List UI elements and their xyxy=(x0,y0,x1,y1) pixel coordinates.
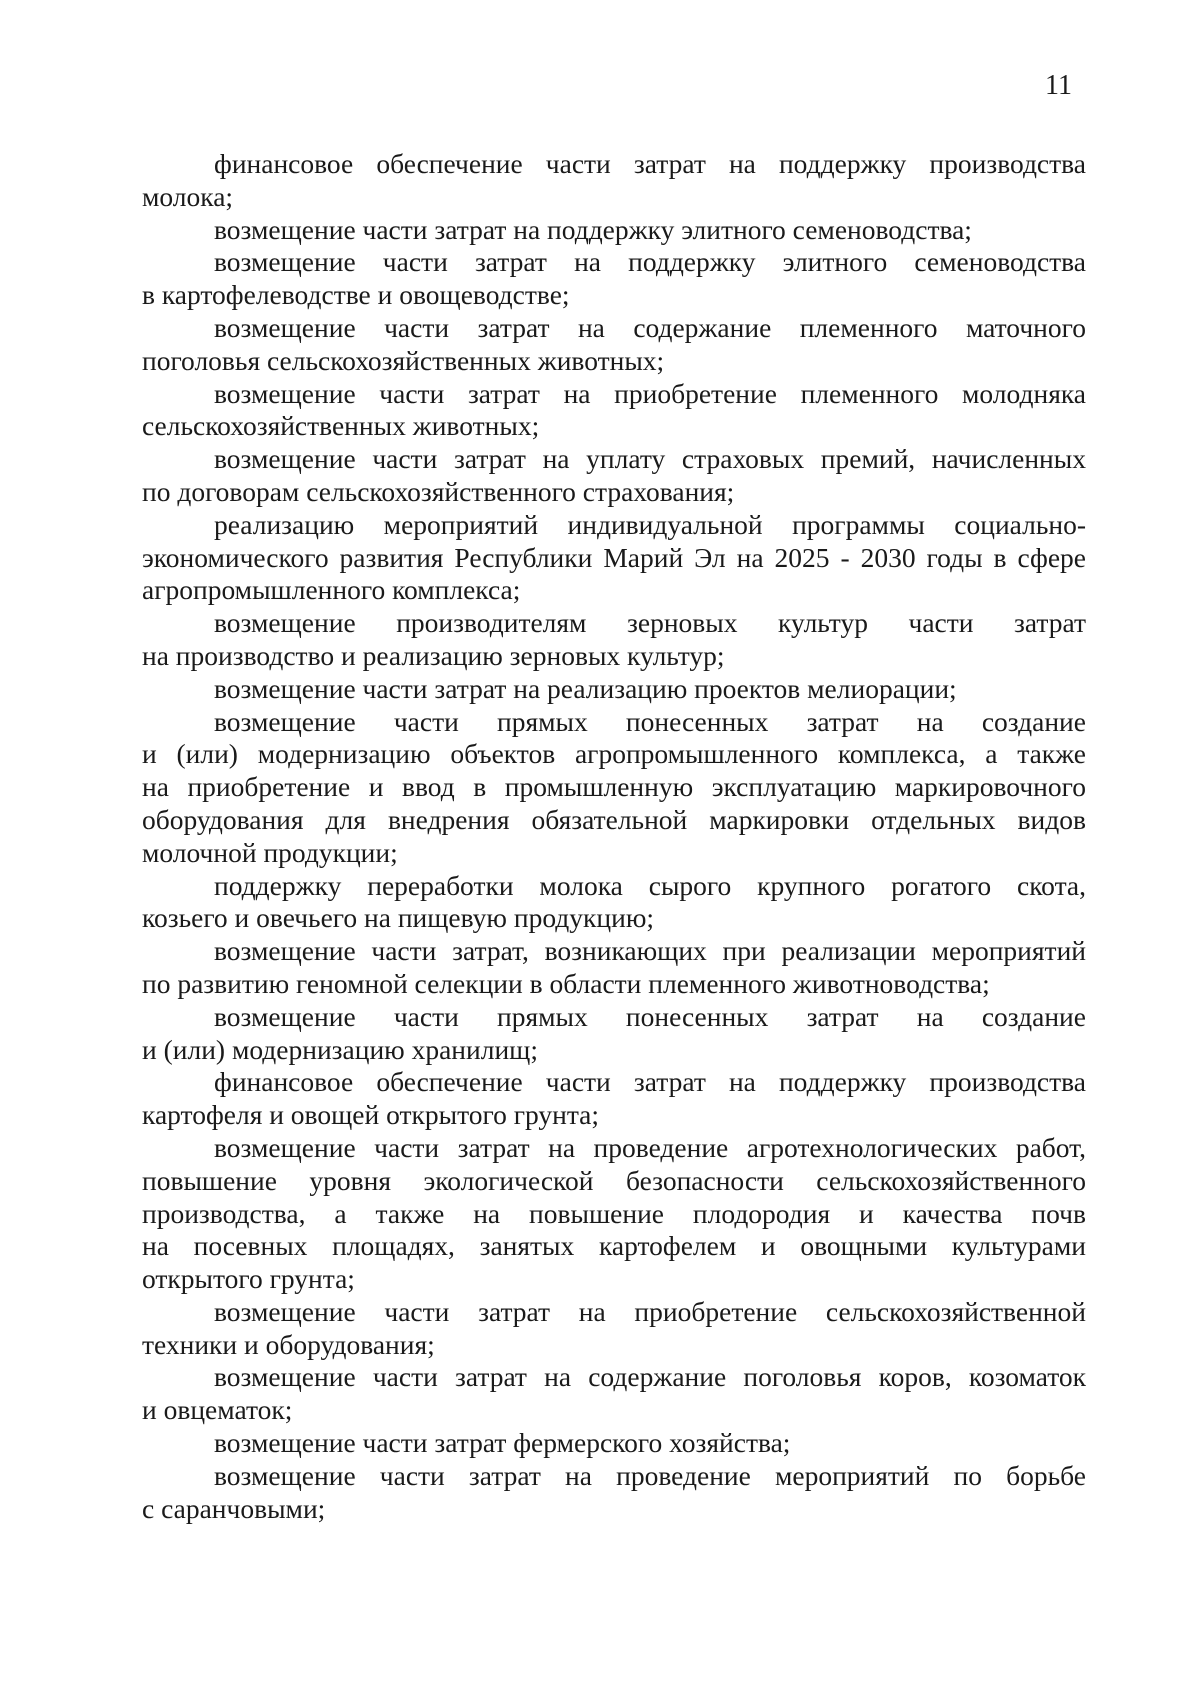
text-line: возмещение части затрат, возникающих при реализации мероприятий xyxy=(214,935,1086,967)
text-line: возмещение части затрат на приобретение племенного молодняка xyxy=(214,377,1086,409)
paragraph xyxy=(142,607,1086,673)
paragraph xyxy=(142,378,1086,444)
text-line: в картофелеводстве и овощеводстве; xyxy=(142,279,570,311)
text-line: молочной продукции; xyxy=(142,836,398,868)
text-line: оборудования для внедрения обязательной маркировки отдельных видов xyxy=(142,803,1086,835)
paragraph xyxy=(142,706,1086,870)
page-number: 11 xyxy=(1045,70,1072,101)
text-line: возмещение части затрат на реализацию проектов мелиорации; xyxy=(214,672,957,704)
paragraph xyxy=(142,1460,1086,1526)
text-line: возмещение части затрат на приобретение сельскохозяйственной xyxy=(214,1295,1086,1327)
text-line: поддержку переработки молока сырого крупного рогатого скота, xyxy=(214,869,1086,901)
paragraph xyxy=(142,312,1086,378)
text-line: возмещение части затрат фермерского хозяйства; xyxy=(214,1427,791,1459)
text-line: открытого грунта; xyxy=(142,1263,355,1295)
text-line: финансовое обеспечение части затрат на поддержку производства xyxy=(214,148,1086,179)
paragraph xyxy=(142,673,1086,706)
text-line: повышение уровня экологической безопасности сельскохозяйственного xyxy=(142,1164,1086,1196)
text-line: по договорам сельскохозяйственного страхования; xyxy=(142,475,735,507)
text-line: на производство и реализацию зерновых культур; xyxy=(142,639,725,671)
text-line: и (или) модернизацию хранилищ; xyxy=(142,1033,538,1065)
text-line: возмещение части затрат на содержание племенного маточного xyxy=(214,311,1086,343)
text-line: возмещение части затрат на уплату страховых премий, начисленных xyxy=(214,443,1086,475)
text-line: молока; xyxy=(142,180,234,212)
paragraph xyxy=(142,509,1086,607)
paragraph xyxy=(142,1296,1086,1362)
paragraph xyxy=(142,443,1086,509)
text-line: возмещение части прямых понесенных затрат на создание xyxy=(214,705,1086,737)
text-line: реализацию мероприятий индивидуальной программы социально- xyxy=(214,508,1086,540)
paragraph xyxy=(142,1427,1086,1460)
paragraph xyxy=(142,246,1086,312)
paragraph xyxy=(142,1132,1086,1296)
text-line: экономического развития Республики Марий Эл на 2025 - 2030 годы в сфере xyxy=(142,541,1086,573)
paragraph xyxy=(142,935,1086,1001)
text-line: возмещение части затрат на содержание поголовья коров, козоматок xyxy=(214,1361,1086,1393)
text-line: с саранчовыми; xyxy=(142,1492,326,1524)
text-line: производства, а также на повышение плодородия и качества почв xyxy=(142,1197,1086,1229)
text-line: техники и оборудования; xyxy=(142,1328,435,1360)
text-line: возмещение части затрат на поддержку элитного семеноводства xyxy=(214,246,1086,278)
text-line: сельскохозяйственных животных; xyxy=(142,410,540,442)
text-line: козьего и овечьего на пищевую продукцию; xyxy=(142,902,654,934)
document-body xyxy=(142,148,1086,1525)
text-line: возмещение части затрат на проведение мероприятий по борьбе xyxy=(214,1459,1086,1491)
text-line: возмещение части прямых понесенных затрат на создание xyxy=(214,1000,1086,1032)
paragraph xyxy=(142,1001,1086,1067)
paragraph xyxy=(142,148,1086,214)
text-line: поголовья сельскохозяйственных животных; xyxy=(142,344,665,376)
paragraph xyxy=(142,870,1086,936)
text-line: возмещение производителям зерновых культур части затрат xyxy=(214,607,1086,639)
paragraph xyxy=(142,214,1086,247)
text-line: на приобретение и ввод в промышленную эксплуатацию маркировочного xyxy=(142,771,1086,803)
text-line: агропромышленного комплекса; xyxy=(142,574,521,606)
text-line: по развитию геномной селекции в области племенного животноводства; xyxy=(142,967,990,999)
text-line: картофеля и овощей открытого грунта; xyxy=(142,1099,600,1131)
text-line: возмещение части затрат на проведение агротехнологических работ, xyxy=(214,1131,1086,1163)
text-line: и (или) модернизацию объектов агропромышленного комплекса, а также xyxy=(142,738,1086,770)
paragraph xyxy=(142,1066,1086,1132)
text-line: возмещение части затрат на поддержку элитного семеноводства; xyxy=(214,213,972,245)
paragraph xyxy=(142,1361,1086,1427)
text-line: и овцематок; xyxy=(142,1394,293,1426)
text-line: финансовое обеспечение части затрат на поддержку производства xyxy=(214,1066,1086,1098)
text-line: на посевных площадях, занятых картофелем и овощными культурами xyxy=(142,1230,1086,1262)
